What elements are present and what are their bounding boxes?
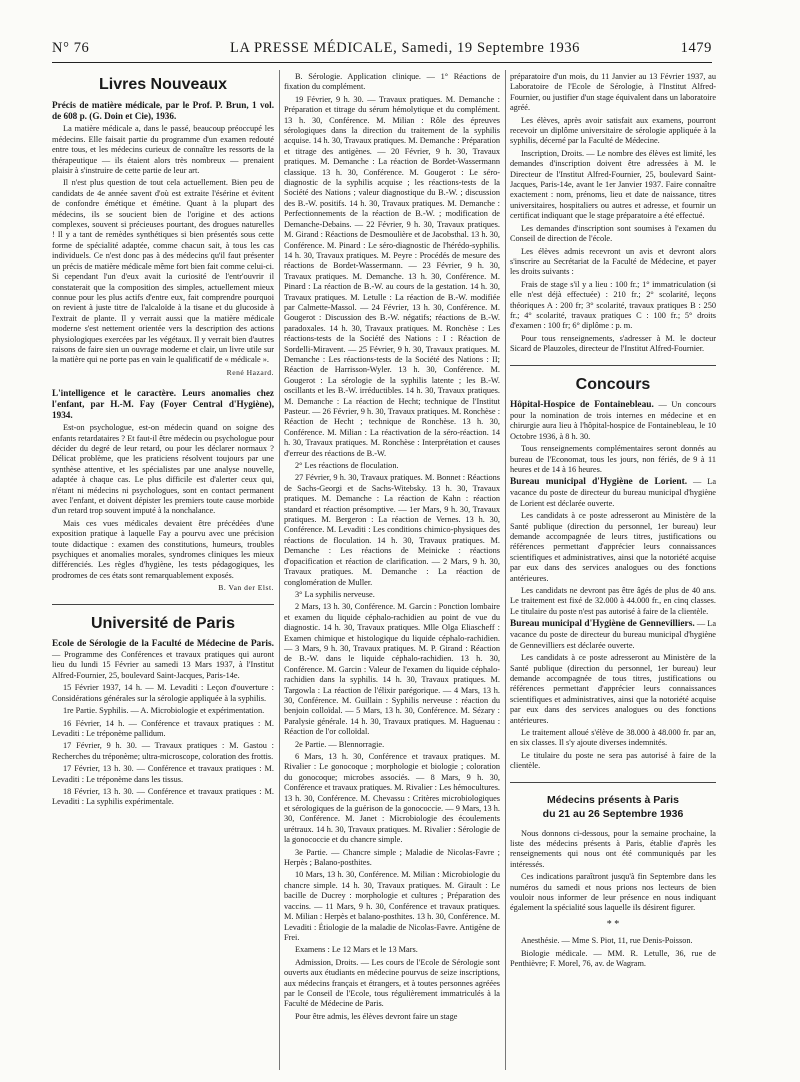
program-item: Examens : Le 12 Mars et le 13 Mars.	[295, 945, 418, 955]
paragraph: Les candidats à ce poste adresseront au Ministère de la Santé publique (direction du personnel, 1er bureau) leur demande accompagnée de tous titres, justifications ou références permettant d'apprécier leurs connaissances scientifiques et administratives, ainsi que la notoriété acquise par eux dans des services analogues ou des fonctions antérieures.	[510, 653, 716, 725]
paragraph: préparatoire d'un mois, du 11 Janvier au 13 Février 1937, au Laboratoire de l'Ecole de Sérologie, à l'Institut Alfred-Fournier, ou justifier d'un stage équivalent dans un laboratoire agréé.	[510, 72, 716, 113]
program-item: 16 Février, 14 h. — Conférence et travaux pratiques : M. Levaditi : Le tréponème pallidum.	[52, 718, 274, 738]
box-title-line: Médecins présents à Paris	[547, 793, 679, 806]
section-title-universite: Université de Paris	[90, 614, 236, 632]
separator	[510, 365, 716, 366]
program-item: 15 Février 1937, 14 h. — M. Levaditi : Leçon d'ouverture : Considérations générales sur la sérologie appliquée à la syphilis.	[52, 683, 274, 703]
listing: Biologie médicale. — MM. R. Letulle, 36, rue de Penthièvre; F. Morel, 76, av. de Wagram.	[510, 948, 716, 969]
ornament-dots: * *	[606, 918, 620, 930]
column-1	[52, 72, 274, 810]
paragraph: Les candidats à ce poste adresseront au Ministère de la Santé publique (direction du personnel, 1er bureau) leur demande accompagnée de leurs titres, justifications ou références permettant d'apprécier leurs connaissances scientifiques et administratives, ainsi que la notoriété acquise par eux dans des services analogues ou des fonctions antérieures.	[510, 511, 716, 583]
paragraph: Il n'est plus question de tout cela actuellement. Bien peu de candidats de 4e année savent d'où est extraite l'ésérine et évitent de confondre émétique et émétine. Quant à la plupart des médecins, ils se soucient bien de l'origine et des actions complexes, souvent si précieuses pourtant, des drogues naturelles ! Il y a tant de remèdes synthétiques si bien présentés sous cette forme de spécialité adaptée, comme chacun sait, à tous les cas individuels. Ce n'est donc pas à des médecins qu'il faut présenter un précis de matière médicale même fort bien fait comme celui-ci. Si cependant l'un d'eux avait la curiosité de l'entr'ouvrir il constaterait que la composition des simples, actuellement mieux connue pour les plus actifs d'entre eux, fait comprendre pourquoi on revient à juste titre de l'alcaloïde à la tisane et du glucoside à l'extrait de plante. Il y verrait aussi que la matière médicale moderne s'est nettement orientée vers la description des actions physiologiques exercées par les végétaux. Il y verrait bien d'autres raisons de faire sien un ouvrage moderne et clair, un livre utile sur la matière qui ne porte pas en vain le qualificatif de « médicale ».	[52, 178, 274, 365]
program-item: 17 Février, 13 h. 30. — Conférence et travaux pratiques : M. Levaditi : Le tréponème dans les tissus.	[52, 764, 274, 784]
program-item: 3e Partie. — Chancre simple ; Maladie de Nicolas-Favre ; Herpès ; Balano-posthites.	[284, 847, 500, 868]
notice-text: — La vacance du poste de directeur du bureau municipal d'hygiène de Lorient est déclarée ouverte.	[510, 477, 717, 508]
program-item: Admission, Droits. — Les cours de l'Ecole de Sérologie sont ouverts aux étudiants en médecine pourvus de seize inscriptions, aux médecins français et étrangers, et à toutes personnes agréées par le Conseil de l'Ecole, tous régulièrement immatriculés à la Faculté de Médecine de Paris.	[284, 957, 500, 1009]
notice-title: Hôpital-Hospice de Fontainebleau.	[510, 399, 654, 410]
issue-number: N° 76	[52, 40, 90, 56]
section-title-concours: Concours	[575, 375, 651, 393]
masthead-title: LA PRESSE MÉDICALE, Samedi, 19 Septembre 1936	[230, 40, 581, 56]
program-item: 10 Mars, 13 h. 30, Conférence. M. Milian : Microbiologie du chancre simple. 14 h. 30, Travaux pratiques. M. Girault : Le bacille de Ducrey : morphologie et cultures ; Préparation des vaccins. — 11 Mars, 9 h. 30, Conférence et travaux pratiques. M. Milian : Herpès et balano-posthites. 13 h. 30, Conférence. M. Levaditi : Étiologie de la maladie de Nicolas-Favre. Antigène de Frei.	[284, 870, 500, 942]
notice-text: — Un concours pour la nomination de trois internes en médecine et en chirurgie aura lieu à l'hôpital-hospice de Fontainebleau, le 10 Octobre 1936, à 8 h. 30.	[510, 399, 716, 441]
paragraph: Tous renseignements complémentaires seront donnés au bureau de l'Economat, tous les jours, non fériés, de 9 à 11 heures et de 14 à 16 heures.	[510, 444, 716, 474]
paragraph: Nous donnons ci-dessous, pour la semaine prochaine, la liste des médecins présents à Paris, établie d'après les renseignements qui nous ont été communiqués par les intéressés.	[510, 828, 716, 869]
ecole-intro: — Programme des Conférences et travaux pratiques qui auront lieu du lundi 15 Février au samedi 13 Mars 1937, à l'Institut Alfred-Fournier, 25, boulevard Saint-Jacques, Paris-14e.	[52, 650, 274, 680]
notice-text: — La vacance du poste de directeur du bureau municipal d'hygiène de Gennevilliers est déclarée ouverte.	[510, 619, 717, 650]
notice-title: Bureau municipal d'Hygiène de Lorient.	[510, 477, 688, 488]
paragraph: Inscription, Droits. — Le nombre des élèves est limité, les demandes d'inscription doivent être adressées à M. le Directeur de l'Institut Alfred-Fournier, 25, boulevard Saint-Jacques, Paris-14e, avant le 1er Janvier 1937. Faire connaître exactement : nom, prénoms, lieu et date de naissance, titres universitaires, hospitaliers ou autres et adresse, et fournir un certificat indiquant que le stage préparatoire a été effectué.	[510, 148, 716, 221]
column-3	[510, 72, 716, 971]
program-item: 3° La syphilis nerveuse.	[295, 589, 375, 599]
page-number: 1479	[680, 40, 712, 56]
box-title-line: du 21 au 26 Septembre 1936	[542, 807, 684, 820]
program-item: 2 Mars, 13 h. 30, Conférence. M. Garcin : Ponction lombaire et examen du liquide céphalo-rachidien au point de vue du diagnostic. 14 h. 30, Travaux pratiques. Mlle Olga Eliascheff : Examen chimique et histologique du liquide céphalo-rachidien. — 3 Mars, 9 h. 30, Travaux pratiques. M. P. Girand : Réaction de B.-W. dans le liquide céphalo-rachidien. 13 h. 30, Conférence. M. Garcin : Valeur de l'examen du liquide céphalo-rachidien dans la syphilis. 14 h. 30, Travaux pratiques. M. Targowla : La réaction de l'élixir parégorique. — 4 Mars, 13 h. 30, Conférence. M. Guillain : Syphilis nerveuse : réaction du benjoin colloïdal. — 5 Mars, 13 h. 30, Conférence. M. Sézary : Paralysie générale. 14 h. 30, Travaux pratiques. M. Haguenau : Réaction de l'or colloïdal.	[284, 602, 500, 737]
program-item: B. Sérologie. Application clinique. — 1° Réactions de fixation du complément.	[284, 72, 500, 92]
author-signature: René Hazard.	[226, 367, 274, 377]
box-title	[510, 793, 716, 821]
paragraph: Le titulaire du poste ne sera pas autorisé à faire de la clientèle.	[510, 750, 716, 771]
header-rule	[52, 62, 712, 63]
paragraph: Les élèves, après avoir satisfait aux examens, pourront recevoir un diplôme universitaire de sérologie appliquée à la syphilis, décerné par la Faculté de Médecine.	[510, 115, 716, 146]
program-item: 19 Février, 9 h. 30. — Travaux pratiques. M. Demanche : Préparation et titrage du sérum hémolytique et du complément. 13 h. 30, Conférence. M. Milian : Rôle des épreuves sérologiques dans la direction du traitement de la syphilis acquise. 14 h. 30, Travaux pratiques. M. Demanche : Préparation et titrage des antigènes. — 20 Février, 9 h. 30, Travaux pratiques. M. Demanche : La réaction de Bordet-Wassermann classique. 13 h. 30, Conférence. M. Gougerot : Le séro-diagnostic de la syphilis acquise ; les réactions-tests de la Société des Nations ; valeur diagnostique du B.-W. ; discussion des B.-W. positifs. 14 h. 30, Travaux pratiques. M. Demanche : Perfectionnements de la réaction de B.-W. ; modification de Demanche-Debains. — 22 Février, 9 h. 30, Travaux pratiques. M. Girand : Réactions de Desmoulière et de Jacobsthal. 13 h. 30, Conférence. M. Pinard : Le séro-diagnostic de l'hérédo-syphilis. 14 h. 30, Travaux pratiques. M. Peyre : Procédés de mesure des réactions de Bordet-Wassermann. — 23 Février, 9 h. 30, Travaux pratiques. M. Demanche. 13 h. 30, Conférence. M. Pinard : La réaction de B.-W. au cours de la gestation. 14 h. 30, Travaux pratiques. M. Letulle : La réaction de B.-W. modifiée par Calmette-Massol. — 24 Février, 13 h. 30, Conférence. M. Gougerot : Discussion des B.-W. négatifs; réactions de B.-W. paradoxales. 14 h. 30, Travaux pratiques. M. Ronchèse : Les réactions-tests de la Société des Nations : I : Réaction de Sordelli-Miravent. — 25 Février, 9 h. 30, Travaux pratiques. M. Demanche : Les réactions-tests de la Société des Nations : II; Réaction de Harrisson-Wyler. 13 h. 30, Conférence. M. Gougerot : La sérologie de la syphilis latente ; les B.-W. oscillants et les B.-W. irréductibles. 14 h. 30, Travaux pratiques. M. Demanche : La réaction de Hecht; technique de l'Institut Pasteur. — 26 Février, 9 h. 30, Travaux pratiques. M. Ronchèse : Réaction de Hecht ; technique de Ronchèse. 13 h. 30, Conférence. M. Milian : La réactivation de la séro-réaction. 14 h. 30, Travaux pratiques. M. Ronchèse : Interprétation et causes d'erreur des réactions de B.-W.	[284, 94, 500, 458]
program-item: 1re Partie. Syphilis. — A. Microbiologie et expérimentation.	[63, 706, 265, 716]
ecole-title: Ecole de Sérologie de la Faculté de Médecine de Paris.	[52, 639, 274, 650]
paragraph: Pour tous renseignements, s'adresser à M. le docteur Sicard de Plauzoles, directeur de l'Institut Alfred-Fournier.	[510, 333, 716, 354]
book-title: Précis de matière médicale, par le Prof. P. Brun, 1 vol. de 608 p. (G. Doin et Cie), 1936.	[52, 100, 274, 122]
listing: Anesthésie. — Mme S. Piot, 11, rue Denis-Poisson.	[521, 936, 693, 946]
column-divider	[279, 70, 280, 1070]
column-divider	[505, 70, 506, 1070]
program-item: Pour être admis, les élèves devront faire un stage	[295, 1011, 458, 1021]
notice-title: Bureau municipal d'Hygiène de Gennevilliers.	[510, 619, 695, 630]
paragraph: Les candidats ne devront pas être âgés de plus de 40 ans. Le traitement est fixé de 32.000 à 44.000 fr., en cinq classes. Le titulaire du poste n'est pas autorisé à faire de la clientèle.	[510, 586, 716, 616]
author-signature: B. Van der Elst.	[218, 583, 274, 593]
program-item: 2° Les réactions de floculation.	[295, 461, 399, 471]
page-header	[52, 40, 712, 62]
program-item: 18 Février, 13 h. 30. — Conférence et travaux pratiques : M. Levaditi : La syphilis expérimentale.	[52, 786, 274, 807]
paragraph: Mais ces vues médicales devaient être précédées d'une exposition pratique à laquelle Fay a pourvu avec une précision toute didactique : examen des constitutions, humeurs, troubles psychiques et anomalies morales, syndromes cliniques les mieux différenciés. Les règles d'hygiène, les tests pédagogiques, les prodromes de ces états sont remarquablement exposés.	[52, 518, 274, 580]
section-title-livres: Livres Nouveaux	[98, 76, 228, 93]
paragraph: Est-on psychologue, est-on médecin quand on soigne des enfants retardataires ? Et faut-il être médecin ou psychologue pour décider du degré de leur retard, ou pour les déclarer normaux ? Délicat problème, que les praticiens résolvent toujours par une synthèse attentive, et les spécialistes par une analyse nouvelle, adaptée à chaque cas. Le plus difficile est d'alerter ceux qui, n'étant ni médecins ni psychologues, sont en contact permanent avec l'enfant, et doivent dépister les premiers toute cause morbide d'un retard trop souvent imputé à la nonchalance.	[52, 423, 274, 516]
program-item: 6 Mars, 13 h. 30, Conférence et travaux pratiques. M. Rivalier : Le gonocoque ; morphologie et biologie ; coloration du gonocoque; microbes associés. — 8 Mars, 9 h. 30, Conférence et travaux pratiques. M. Rivalier : Les hémocultures. 13 h. 30, Conférence. M. Chevassu : Critères microbiologiques et sérologiques de la guérison de la gonococcie. — 9 Mars, 13 h. 30, Conférence. M. Janet : Microbiologie des écoulements urétraux. 14 h. 30, Travaux pratiques. M. Rivalier : Sérologie de la gonococcie et du chancre simple.	[284, 752, 500, 845]
separator	[52, 604, 274, 605]
column-2	[284, 72, 500, 1024]
paragraph: Les élèves admis recevront un avis et devront alors s'inscrire au Secrétariat de la Faculté de Médecine, et payer les droits suivants :	[510, 246, 716, 277]
program-item: 27 Février, 9 h. 30, Travaux pratiques. M. Bonnet : Réactions de Sachs-Georgi et de Sachs-Witebsky. 13 h. 30, Travaux pratiques. M. Demanche : La réaction de Kahn : réaction standard et réaction présomptive. — 1er Mars, 9 h. 30, Travaux pratiques. M. Bergeron : La réaction de Vernes. 13 h. 30, Conférence. M. Levaditi : Les conditions chimico-physiques des réactions de floculation. 14 h. 30, Travaux pratiques. M. Demanche : Les réactions de Meinicke : réactions d'opacification et réaction de clarification. — 2 Mars, 9 h. 30, Travaux pratiques. M. Demanche : La réaction de conglomération de Muller.	[284, 473, 500, 587]
separator	[510, 782, 716, 783]
paragraph: Frais de stage s'il y a lieu : 100 fr.; 1° immatriculation (si elle n'est déjà effectuée) : 210 fr.; 2° scolarité, leçons théoriques A : 200 fr; 3° scolarité, travaux pratiques B : 250 fr.; 4° scolarité, travaux pratiques C : 100 fr.; 5° droits d'examen : 100 fr; 6° diplôme : p. m.	[510, 279, 716, 331]
program-item: 2e Partie. — Blennorragie.	[295, 739, 385, 749]
book-title: L'intelligence et le caractère. Leurs anomalies chez l'enfant, par H.-M. Fay (Foyer Central d'Hygiène), 1934.	[52, 388, 274, 421]
paragraph: La matière médicale a, dans le passé, beaucoup préoccupé les médecins. Elle faisait partie du programme d'un examen redouté entre tous, et les médecins curieux de connaître les ressorts de la thérapeutique — ils étaient alors très nombreux — prenaient plaisir à s'instruire de cette partie de leur art.	[52, 124, 274, 176]
paragraph: Les demandes d'inscription sont soumises à l'examen du Conseil de direction de l'école.	[510, 223, 716, 244]
paragraph: Le traitement alloué s'élève de 38.000 à 48.000 fr. par an, en six classes. Il s'y ajoute diverses indemnités.	[510, 727, 716, 748]
program-item: 17 Février, 9 h. 30. — Travaux pratiques : M. Gastou : Recherches du tréponème; ultra-microscope, coloration des frottis.	[52, 741, 274, 761]
paragraph: Ces indications paraîtront jusqu'à fin Septembre dans les numéros du samedi et nous prions nos lecteurs de bien vouloir nous informer de leur présence en nous indiquant également la spécialité sous laquelle ils désirent figurer.	[510, 872, 716, 913]
